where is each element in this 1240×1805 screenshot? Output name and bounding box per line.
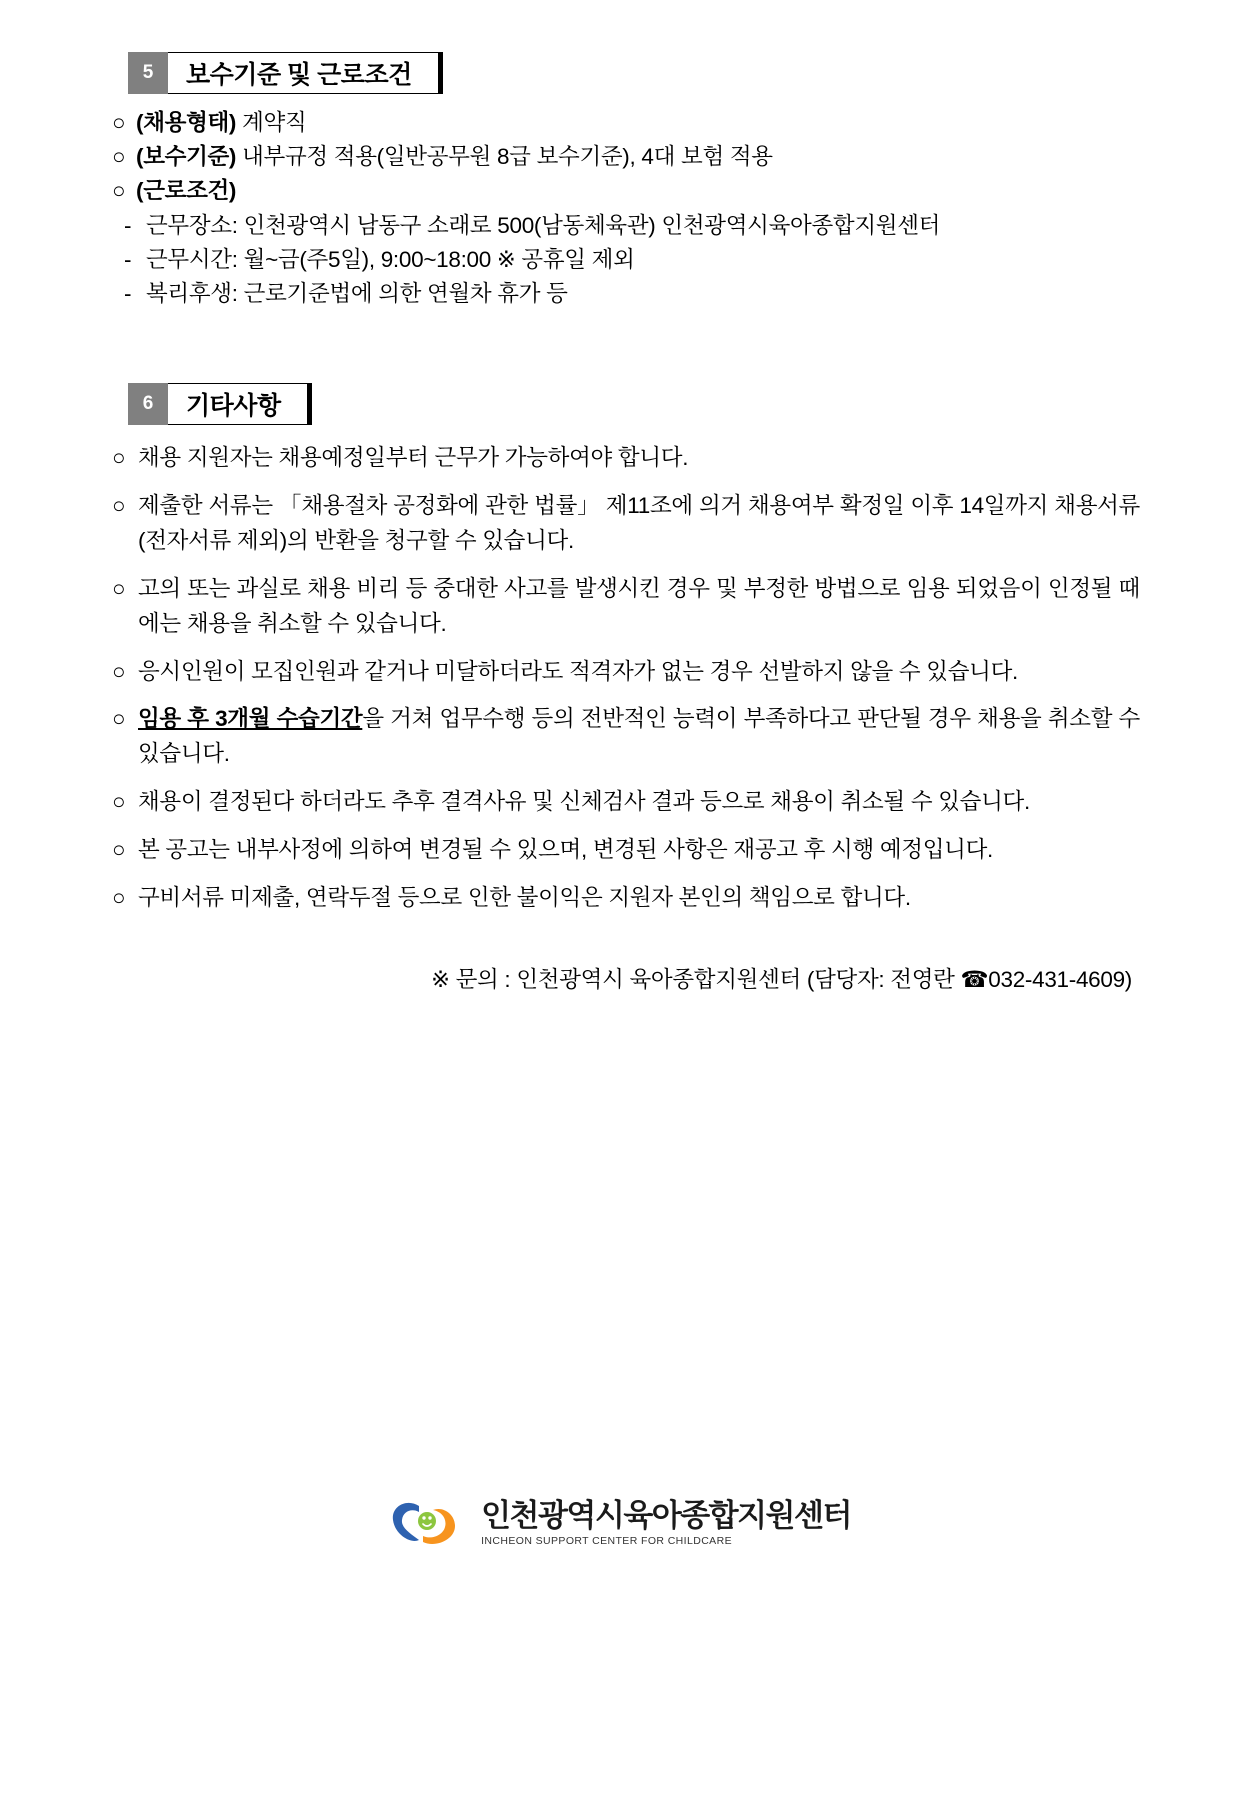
list-item-text: 본 공고는 내부사정에 의하여 변경될 수 있으며, 변경된 사항은 재공고 후 시행 예정입니다. — [138, 837, 993, 862]
circle-bullet-icon: ○ — [112, 837, 126, 862]
contact-note: ※ 문의 : 인천광역시 육아종합지원센터 (담당자: 전영란 ☎032-431-4609) — [431, 966, 1132, 992]
list-item — [112, 655, 1140, 690]
list-item — [112, 785, 1140, 820]
circle-bullet-icon: ○ — [112, 178, 126, 204]
dash-bullet-icon: - — [124, 246, 132, 272]
dash-bullet-icon: - — [124, 280, 132, 306]
section-5-header — [128, 52, 1240, 94]
section-5 — [0, 52, 1240, 311]
section-5-line-2-label: (보수기준) — [136, 144, 237, 170]
section-5-line-4-text: 근무장소: 인천광역시 남동구 소래로 500(남동체육관) 인천광역시육아종합지원센터 — [146, 212, 941, 238]
list-item-text-group — [138, 702, 1140, 772]
section-6-number: 6 — [128, 383, 168, 425]
section-5-line-5-text: 근무시간: 월~금(주5일), 9:00~18:00 ※ 공휴일 제외 — [146, 246, 635, 272]
logo-text — [481, 1497, 851, 1547]
circle-bullet-icon: ○ — [112, 445, 126, 471]
section-6 — [0, 383, 1240, 994]
section-5-line-1-text: 계약직 — [236, 110, 307, 135]
list-item-emphasis: 임용 후 3개월 수습기간 — [138, 706, 363, 732]
section-6-body — [112, 441, 1140, 916]
circle-bullet-icon: ○ — [112, 706, 126, 732]
circle-bullet-icon: ○ — [112, 658, 126, 684]
list-item — [112, 833, 1140, 868]
section-6-header — [128, 383, 1240, 425]
section-5-number: 5 — [128, 52, 168, 94]
section-5-line-1 — [112, 106, 1140, 140]
list-item-text: 채용 지원자는 채용예정일부터 근무가 가능하여야 합니다. — [138, 445, 689, 471]
section-5-line-6 — [112, 277, 1140, 311]
document-page — [0, 52, 1240, 1805]
section-5-title: 보수기준 및 근로조건 — [168, 52, 443, 94]
list-item-text: 고의 또는 과실로 채용 비리 등 중대한 사고를 발생시킨 경우 및 부정한 방법으로 임용 되었음이 인정될 때에는 채용을 취소할 수 있습니다. — [138, 575, 1140, 636]
circle-bullet-icon: ○ — [112, 884, 126, 910]
logo-subtitle: INCHEON SUPPORT CENTER FOR CHILDCARE — [481, 1534, 732, 1547]
section-5-line-3 — [112, 174, 1140, 208]
list-item-text: 채용이 결정된다 하더라도 추후 결격사유 및 신체검사 결과 등으로 채용이 취소될 수 있습니다. — [138, 789, 1030, 815]
section-5-body — [112, 106, 1140, 311]
list-item-text: 제출한 서류는 「채용절차 공정화에 관한 법률」 제11조에 의거 채용여부 확정일 이후 14일까지 채용서류(전자서류 제외)의 반환을 청구할 수 있습니다. — [138, 493, 1140, 553]
section-6-title: 기타사항 — [168, 383, 312, 425]
section-5-line-1-label: (채용형태) — [136, 110, 237, 135]
circle-bullet-icon: ○ — [112, 144, 126, 170]
logo-name: 인천광역시육아종합지원센터 — [481, 1497, 851, 1533]
circle-bullet-icon: ○ — [112, 575, 126, 601]
footer-logo — [0, 1496, 1240, 1550]
section-5-line-6-text: 복리후생: 근로기준법에 의한 연월차 휴가 등 — [146, 280, 568, 306]
list-item — [112, 572, 1140, 642]
section-5-line-5 — [112, 243, 1140, 277]
section-5-line-2-text: 내부규정 적용(일반공무원 8급 보수기준), 4대 보험 적용 — [236, 144, 773, 170]
list-item — [112, 441, 1140, 476]
list-item — [112, 702, 1140, 772]
childcare-center-logo-icon — [389, 1496, 467, 1550]
circle-bullet-icon: ○ — [112, 110, 126, 135]
list-item-text: 구비서류 미제출, 연락두절 등으로 인한 불이익은 지원자 본인의 책임으로 합니다. — [138, 884, 911, 910]
list-item — [112, 881, 1140, 916]
circle-bullet-icon: ○ — [112, 493, 126, 518]
list-item-text: 을 거쳐 업무수행 등의 전반적인 능력이 부족하다고 판단될 경우 채용을 취소할 수 있습니다. — [138, 706, 1140, 767]
list-item — [112, 489, 1140, 559]
circle-bullet-icon: ○ — [112, 789, 126, 815]
list-item-text: 응시인원이 모집인원과 같거나 미달하더라도 적격자가 없는 경우 선발하지 않을 수 있습니다. — [138, 658, 1018, 684]
section-5-line-2 — [112, 140, 1140, 174]
section-5-line-4 — [112, 209, 1140, 243]
dash-bullet-icon: - — [124, 212, 132, 238]
section-5-line-3-label: (근로조건) — [136, 178, 237, 204]
